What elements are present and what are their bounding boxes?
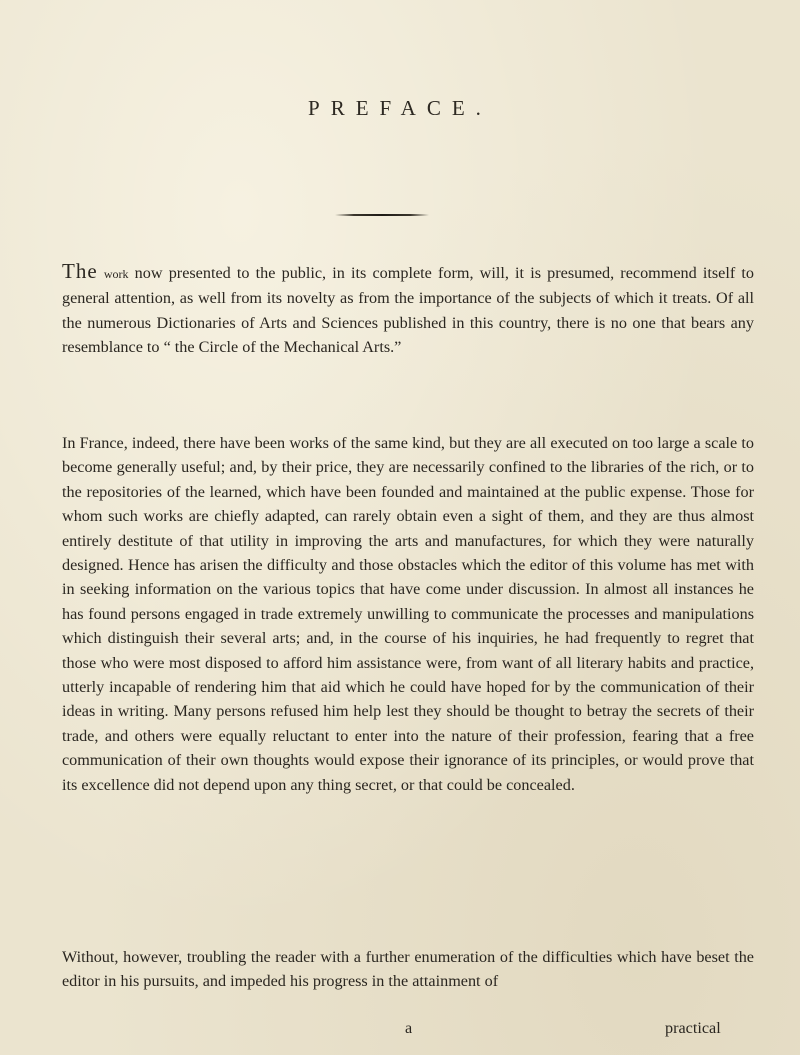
ornamental-rule xyxy=(335,214,429,216)
paragraph-1-text: now presented to the public, in its complete form, will, it is presumed, recommend itself to general attention, as well from its novelty as from the importance of the subjects of which it treats. Of all the numerous Dictionaries of Arts and Sciences published in this country, there is no one that bears any resemblance to “ the Circle of the Mechanical Arts.” xyxy=(62,264,755,357)
catchword: practical xyxy=(665,1019,721,1037)
paragraph-3: Without, however, troubling the reader with a further enumeration of the difficulties which have beset the editor in his pursuits, and impeded his progress in the attainment of xyxy=(62,948,754,991)
page-footer xyxy=(0,1019,800,1043)
signature-mark: a xyxy=(405,1019,413,1037)
paragraph-1 xyxy=(62,259,754,360)
small-word: work xyxy=(103,267,129,281)
paragraph-2: In France, indeed, there have been works of the same kind, but they are all executed on too large a scale to become generally useful; and, by their price, they are necessarily confined to the libraries of the rich, or to the repositories of the learned, which have been founded and maintained at the public expense. Those for whom such works are chiefly adapted, can rarely obtain even a sight of them, and they are thus almost entirely destitute of that utility in improving the arts and manufactures, for which they were naturally designed. Hence has arisen the difficulty and those obstacles which the editor of this volume has met with in seeking information on the various topics that have come under discussion. In almost all instances he has found persons engaged in trade extremely unwilling to communicate the processes and manipulations which distinguish their several arts; and, in the course of his inquiries, he had frequently to regret that those who were most disposed to afford him assistance were, from want of all literary habits and practice, utterly incapable of rendering him that aid which he could have hoped for by the communication of their ideas in writing. Many persons refused him help lest they should be thought to betray the secrets of their trade, and others were equally reluctant to enter into the nature of their profession, fearing that a free communication of their own thoughts would expose their ignorance of its principles, or would prove that its excellence did not depend upon any thing secret, or that could be concealed. xyxy=(62,434,754,794)
drop-word: The xyxy=(62,259,98,283)
page-title: PREFACE. xyxy=(308,96,492,120)
